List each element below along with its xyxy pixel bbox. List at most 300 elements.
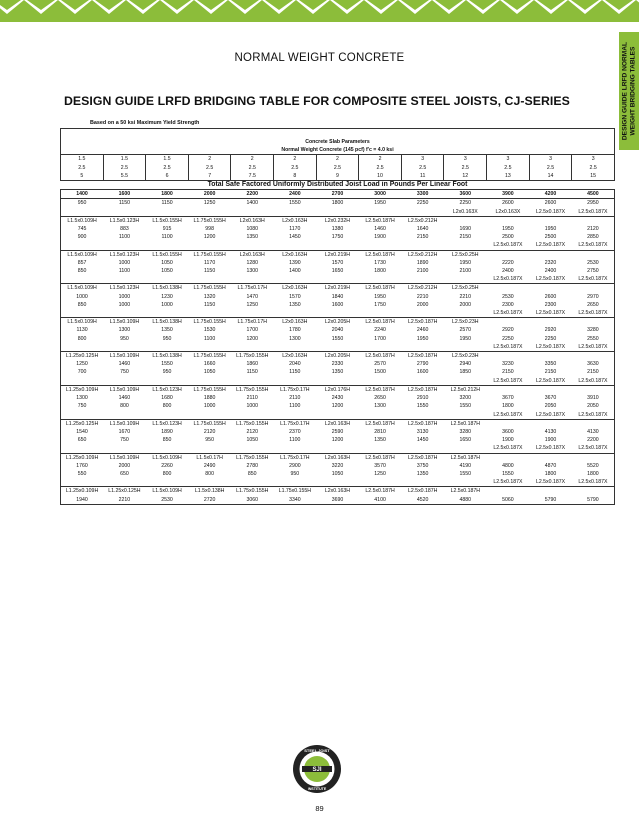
table-cell: 4880 [444, 496, 487, 505]
table-cell: 1800 [572, 470, 615, 478]
table-cell: L2.5x0.23H [444, 318, 487, 327]
table-cell: 1780 [289, 327, 301, 334]
table-cell: L2.5x0.187X [493, 479, 523, 486]
table-cell: L2.5x0.23H [444, 352, 487, 361]
table-cell: L2x0.163X [452, 208, 478, 215]
table-cell: L1.5x0.109H [61, 284, 104, 293]
table-cell: L1.75x0.155H [231, 385, 274, 394]
slab-param-cell: 7 [188, 172, 231, 181]
table-cell: L1.75x0.155H [188, 419, 231, 428]
table-cell: 2920 [502, 327, 514, 334]
slab-params-title: Concrete Slab Parameters [61, 138, 615, 146]
table-cell [572, 385, 615, 394]
table-cell [188, 241, 231, 250]
table-cell: 1200 [331, 403, 344, 410]
page-title: DESIGN GUIDE LRFD BRIDGING TABLE FOR COMPOSITE STEEL JOISTS, CJ-SERIES [64, 94, 570, 108]
table-cell: 1230 [161, 293, 173, 300]
table-cell: 2530 [572, 259, 615, 267]
table-cell [146, 343, 189, 352]
slab-param-cell: 1.5 [103, 155, 146, 164]
slab-params-subtitle: Normal Weight Concrete (145 pcf) f'c = 4.0 ksi [61, 146, 615, 155]
table-cell: 1550 [161, 361, 173, 368]
table-cell: 3750 [416, 462, 429, 469]
table-cell: L2.5x0.187H [359, 318, 402, 327]
load-header-cell: 2700 [316, 190, 359, 199]
table-cell: 2650 [374, 395, 386, 402]
slab-param-cell: 2.5 [146, 164, 189, 172]
slab-param-cell: 8 [274, 172, 317, 181]
table-cell [146, 208, 189, 217]
table-cell: 750 [61, 402, 104, 410]
table-cell: 1600 [331, 301, 344, 308]
table-cell: 1880 [203, 395, 216, 402]
table-cell: 850 [61, 267, 104, 275]
table-cell: 2500 [544, 234, 557, 241]
table-cell: 2370 [289, 428, 301, 435]
table-cell: 4520 [401, 496, 444, 505]
table-cell: 1690 [459, 226, 472, 233]
table-cell: L1.75x0.155H [188, 250, 231, 259]
table-cell: 1570 [331, 259, 344, 266]
table-cell: 2050 [544, 403, 557, 410]
table-cell: 745 [61, 225, 104, 233]
slab-param-cell: 7.5 [231, 172, 274, 181]
table-cell: L1.5x0.109H [103, 352, 146, 361]
load-header-cell: 2400 [274, 190, 317, 199]
table-cell: 750 [120, 437, 129, 444]
table-cell: L1.75x0.17H [274, 385, 317, 394]
table-cell [316, 208, 359, 217]
table-cell [103, 309, 146, 318]
table-cell: L2.5x0.212H [401, 284, 444, 293]
table-cell [188, 478, 231, 487]
load-header-cell: 3000 [359, 190, 402, 199]
table-cell [146, 377, 189, 386]
table-cell: 3060 [231, 496, 274, 505]
page-subtitle: NORMAL WEIGHT CONCRETE [234, 52, 405, 64]
table-cell: L2x0.205H [316, 352, 359, 361]
table-cell: L2.5x0.187H [401, 487, 444, 496]
slab-param-cell: 3 [401, 155, 444, 164]
table-cell: L2.5x0.187H [359, 385, 402, 394]
table-cell [274, 478, 317, 487]
table-cell: L1.25x0.125H [61, 419, 104, 428]
table-cell: 2300 [544, 301, 557, 308]
table-cell: 1250 [374, 470, 386, 477]
table-cell: 2600 [544, 200, 557, 207]
table-cell [103, 343, 146, 352]
table-cell: 915 [162, 226, 172, 233]
table-cell: 1350 [246, 234, 259, 241]
table-cell [103, 241, 146, 250]
slab-param-cell: 3 [444, 155, 487, 164]
slab-param-cell: 15 [572, 172, 615, 181]
table-cell [274, 309, 317, 318]
table-cell: L1.5x0.155H [146, 250, 189, 259]
table-cell: L1.5x0.138H [146, 318, 189, 327]
table-cell: L2.5x0.212H [401, 216, 444, 225]
table-cell [61, 411, 104, 420]
table-cell: 2150 [544, 369, 557, 376]
slab-param-cell: 2.5 [529, 164, 572, 172]
table-cell: L1.75x0.17H [274, 453, 317, 462]
table-cell: L2.5x0.187X [535, 411, 566, 418]
table-cell: 2590 [331, 428, 344, 435]
load-header-cell: 2200 [231, 190, 274, 199]
table-cell [61, 275, 104, 284]
table-cell: 1800 [502, 403, 514, 410]
table-cell: 3200 [459, 395, 472, 402]
table-cell: 3670 [502, 395, 514, 402]
table-cell: 3220 [331, 462, 344, 469]
table-cell: L1.75x0.155H [231, 352, 274, 361]
table-cell: 2110 [289, 395, 301, 402]
table-cell: 5520 [572, 462, 615, 470]
table-cell: 883 [120, 226, 129, 233]
table-cell: 700 [61, 368, 104, 376]
table-cell [359, 377, 402, 386]
table-cell: 1170 [289, 226, 301, 233]
table-cell [188, 377, 231, 386]
slab-param-cell: 10 [359, 172, 402, 181]
table-cell: 5790 [529, 496, 572, 505]
table-cell [444, 216, 487, 225]
table-cell: 2250 [544, 335, 557, 342]
table-cell: L2.5x0.187X [535, 276, 566, 283]
table-cell: 2850 [572, 233, 615, 241]
table-cell [188, 275, 231, 284]
table-cell: 1050 [161, 268, 173, 275]
table-cell: 2750 [572, 267, 615, 275]
table-cell: L1.5x0.109H [61, 250, 104, 259]
table-cell: L1.75x0.155H [188, 318, 231, 327]
table-cell: 1550 [502, 470, 514, 477]
table-cell: 1050 [161, 259, 173, 266]
table-cell [61, 343, 104, 352]
table-cell: 2150 [572, 368, 615, 376]
table-cell: L2x0.219H [316, 250, 359, 259]
table-cell [146, 275, 189, 284]
table-cell: L2.5x0.187X [535, 208, 566, 215]
load-header-cell: 3600 [444, 190, 487, 199]
load-header-cell: 2000 [188, 190, 231, 199]
table-cell: L2.5x0.187X [535, 377, 566, 384]
table-cell: 800 [120, 403, 129, 410]
table-cell: L1.75x0.155H [231, 487, 274, 496]
table-cell: 1350 [161, 327, 173, 334]
load-header-cell: 4200 [529, 190, 572, 199]
table-cell: 1680 [161, 395, 173, 402]
table-cell: 1050 [203, 369, 216, 376]
table-cell: 2810 [374, 428, 386, 435]
table-cell [61, 478, 104, 487]
table-cell: L1.75x0.155H [188, 284, 231, 293]
table-cell: L2.5x0.187X [493, 377, 523, 384]
table-cell: 5790 [572, 496, 615, 505]
table-cell [188, 309, 231, 318]
table-cell: 1350 [331, 369, 344, 376]
table-cell [274, 411, 317, 420]
table-cell [401, 208, 444, 217]
table-cell [274, 444, 317, 453]
table-cell: 2720 [188, 496, 231, 505]
table-cell [487, 352, 530, 361]
table-cell: 1200 [203, 234, 216, 241]
table-cell: L2x0.163X [495, 208, 521, 215]
table-cell: 3600 [502, 428, 514, 435]
table-cell: 1150 [204, 268, 216, 275]
table-cell: 1760 [61, 462, 104, 470]
table-cell: 1450 [289, 234, 301, 241]
table-cell: 2400 [544, 268, 557, 275]
slab-param-cell: 2.5 [274, 164, 317, 172]
table-cell: 2300 [502, 301, 514, 308]
slab-param-cell: 6 [146, 172, 189, 181]
table-cell: L2.5x0.187X [572, 309, 615, 318]
logo-top-text: STEEL JOIST [304, 747, 330, 753]
table-cell: 2000 [118, 462, 131, 469]
table-cell: L1.5x0.138H [146, 284, 189, 293]
table-cell: L2.5x0.187X [572, 208, 615, 217]
table-cell [487, 318, 530, 327]
table-cell [188, 208, 231, 217]
table-cell: 2120 [203, 428, 216, 435]
table-cell [316, 377, 359, 386]
table-cell: 1550 [416, 403, 429, 410]
table-cell: L1.75x0.155H [188, 352, 231, 361]
table-cell [359, 444, 402, 453]
table-cell [487, 487, 530, 496]
table-cell: 2970 [572, 293, 615, 301]
table-cell: L2x0.205H [316, 318, 359, 327]
table-cell: 2250 [459, 200, 472, 207]
table-cell: 1150 [161, 200, 173, 207]
table-cell: 2530 [502, 293, 514, 300]
table-cell: L1.5x0.109H [146, 487, 189, 496]
table-cell: 1700 [246, 327, 259, 334]
table-cell [487, 284, 530, 293]
table-cell: 2250 [416, 200, 429, 207]
slab-param-cell: 9 [316, 172, 359, 181]
table-cell: 3340 [274, 496, 317, 505]
table-cell: 1300 [374, 403, 386, 410]
table-cell: L1.75x0.155H [231, 453, 274, 462]
table-cell: 2940 [459, 361, 472, 368]
table-cell: L2x0.163H [231, 250, 274, 259]
table-cell: 857 [61, 259, 104, 267]
table-cell: 1550 [289, 200, 301, 207]
table-cell [103, 275, 146, 284]
table-cell: L2.5x0.187X [535, 445, 566, 452]
table-cell: 1380 [331, 226, 344, 233]
table-cell: 2650 [572, 301, 615, 309]
table-cell [444, 377, 487, 386]
table-cell [401, 275, 444, 284]
table-cell [146, 241, 189, 250]
table-cell: 1660 [203, 361, 216, 368]
table-cell [529, 385, 572, 394]
table-cell [401, 241, 444, 250]
table-cell [103, 411, 146, 420]
table-cell: 1540 [61, 428, 104, 436]
page-number: 89 [315, 804, 324, 813]
table-cell: 800 [162, 470, 172, 477]
table-cell [401, 444, 444, 453]
table-cell: L2x0.232H [316, 216, 359, 225]
table-cell [572, 250, 615, 259]
table-cell: 1460 [118, 361, 131, 368]
table-cell: 1250 [203, 200, 216, 207]
table-cell: 3230 [502, 361, 514, 368]
table-cell: 1800 [544, 470, 557, 477]
table-cell [316, 411, 359, 420]
slab-param-cell: 5 [61, 172, 104, 181]
table-cell: 1100 [289, 437, 301, 444]
table-cell: L2.5x0.25H [444, 284, 487, 293]
slab-param-cell: 2.5 [231, 164, 274, 172]
table-cell: 2530 [146, 496, 189, 505]
table-cell [146, 309, 189, 318]
table-cell: 1390 [289, 259, 301, 266]
table-cell: 2220 [502, 259, 514, 266]
table-cell [359, 343, 402, 352]
table-cell: 800 [205, 470, 214, 477]
table-cell [444, 275, 487, 284]
table-cell: 3690 [316, 496, 359, 505]
table-cell: 1000 [203, 403, 216, 410]
table-cell: 550 [61, 470, 104, 478]
table-cell: 3670 [544, 395, 557, 402]
table-cell: L1.5x0.138H [188, 487, 231, 496]
table-cell: L1.75x0.17H [274, 419, 317, 428]
table-cell: 1150 [204, 301, 216, 308]
table-cell [61, 377, 104, 386]
table-cell: 1890 [416, 259, 429, 266]
table-cell: L2.5x0.187H [359, 419, 402, 428]
slab-param-cell: 2.5 [359, 164, 402, 172]
table-cell: 1730 [374, 259, 386, 266]
table-cell: L2.5x0.187H [359, 284, 402, 293]
table-cell [401, 309, 444, 318]
table-cell: 1050 [331, 470, 344, 477]
table-cell: 3910 [572, 394, 615, 402]
table-cell: 1860 [246, 361, 259, 368]
load-table-title: Total Safe Factored Uniformly Distributed Joist Load in Pounds Per Linear Foot [207, 181, 468, 189]
table-cell: 1150 [246, 369, 258, 376]
table-cell: 1000 [61, 293, 104, 301]
table-cell [572, 318, 615, 327]
table-cell: L2.5x0.187H [444, 453, 487, 462]
table-cell [316, 343, 359, 352]
slab-param-cell: 2.5 [401, 164, 444, 172]
table-cell: 800 [162, 403, 172, 410]
table-cell: L2x0.163H [274, 284, 317, 293]
table-cell [231, 275, 274, 284]
table-cell: 1640 [416, 226, 429, 233]
table-cell: L2.5x0.187X [572, 478, 615, 487]
load-header-cell: 1400 [61, 190, 104, 199]
table-cell: 3280 [459, 428, 472, 435]
table-cell [103, 377, 146, 386]
table-cell: 1940 [61, 496, 104, 505]
table-cell: L1.75x0.155H [188, 385, 231, 394]
table-cell: 1550 [331, 335, 344, 342]
table-cell: 1650 [331, 268, 344, 275]
table-cell: 4130 [572, 428, 615, 436]
table-cell: 2200 [572, 436, 615, 444]
table-cell: 2790 [416, 361, 429, 368]
slab-param-cell: 3 [487, 155, 530, 164]
table-cell: 1950 [374, 200, 386, 207]
table-cell: L2.5x0.187X [535, 343, 566, 350]
table-cell: 1550 [459, 403, 472, 410]
table-cell: 2250 [502, 335, 514, 342]
table-cell: 3280 [572, 326, 615, 334]
slab-param-cell: 2.5 [444, 164, 487, 172]
table-cell: L2.5x0.187X [493, 411, 523, 418]
table-cell: 2150 [416, 234, 429, 241]
table-cell [572, 216, 615, 225]
table-cell: 2570 [459, 327, 472, 334]
table-cell: L2x0.163H [316, 419, 359, 428]
table-cell: 1900 [502, 437, 514, 444]
table-cell: 2600 [544, 293, 557, 300]
table-cell: L1.5x0.109H [103, 419, 146, 428]
table-cell: 1100 [204, 335, 216, 342]
table-cell: 750 [120, 369, 129, 376]
table-cell: L1.5x0.123H [146, 419, 189, 428]
table-cell: L2x0.163H [274, 216, 317, 225]
table-cell [146, 444, 189, 453]
table-cell: L1.25x0.125H [103, 487, 146, 496]
table-cell [444, 444, 487, 453]
table-cell [359, 208, 402, 217]
table-cell [231, 411, 274, 420]
table-cell [529, 487, 572, 496]
table-cell [316, 444, 359, 453]
table-cell: 2910 [416, 395, 429, 402]
table-cell: L1.5x0.109H [61, 216, 104, 225]
table-cell: 800 [61, 335, 104, 343]
table-cell: L2.5x0.212H [401, 250, 444, 259]
slab-param-cell: 11 [401, 172, 444, 181]
table-cell: L2.5x0.187H [401, 419, 444, 428]
table-cell [188, 444, 231, 453]
table-cell: 2900 [289, 462, 301, 469]
table-cell [103, 444, 146, 453]
table-cell: 950 [61, 199, 104, 208]
load-header-cell: 3300 [401, 190, 444, 199]
table-cell [61, 241, 104, 250]
table-cell [359, 478, 402, 487]
table-cell: L2x0.163H [231, 216, 274, 225]
table-cell [274, 377, 317, 386]
table-cell: 2460 [416, 327, 429, 334]
table-cell: 1470 [246, 293, 259, 300]
table-cell [401, 411, 444, 420]
table-cell: 2000 [416, 301, 429, 308]
table-cell [487, 216, 530, 225]
table-cell: 1800 [331, 200, 344, 207]
table-cell: 1750 [331, 234, 344, 241]
table-cell: 3130 [416, 428, 429, 435]
table-cell: L2.5x0.212H [444, 385, 487, 394]
slab-param-cell: 3 [572, 155, 615, 164]
sji-logo [292, 744, 342, 794]
table-cell [231, 444, 274, 453]
table-cell: 1300 [61, 394, 104, 402]
table-cell: 2920 [544, 327, 557, 334]
